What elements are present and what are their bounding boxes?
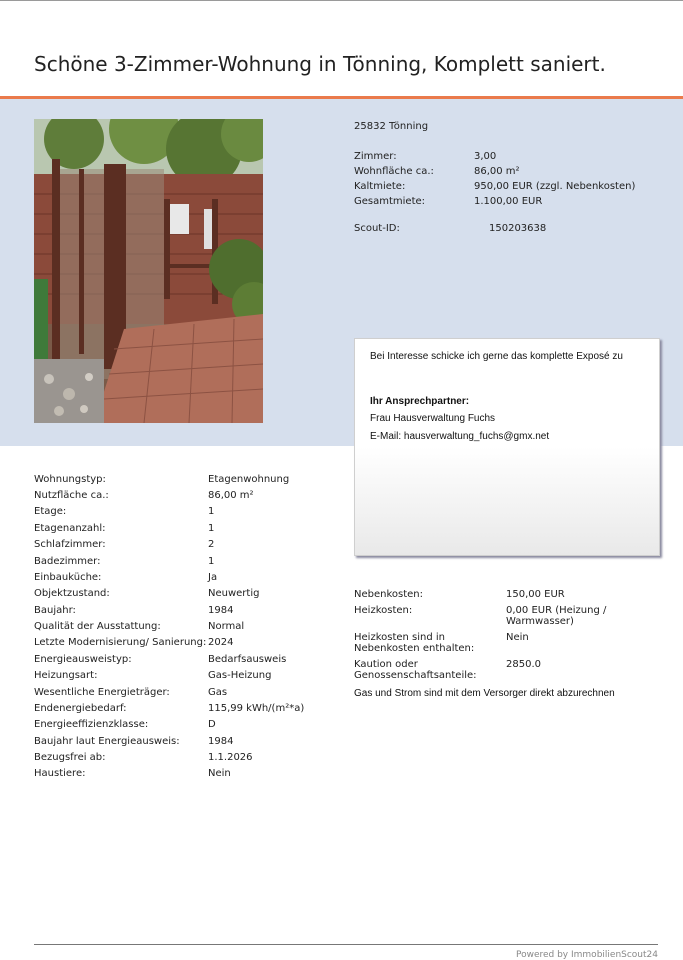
detail-value: 2024 xyxy=(208,637,234,648)
detail-label: Einbauküche: xyxy=(34,572,102,583)
summary-label-living-area: Wohnfläche ca.: xyxy=(354,166,434,177)
footer-credit: Powered by ImmobilienScout24 xyxy=(515,950,658,960)
detail-value: Nein xyxy=(208,768,231,779)
detail-value: Normal xyxy=(208,621,245,632)
detail-label: Schlafzimmer: xyxy=(34,539,106,550)
cost-value: 150,00 EUR xyxy=(506,589,565,600)
property-photo[interactable] xyxy=(34,119,263,423)
detail-row xyxy=(34,556,334,570)
summary-label-rooms: Zimmer: xyxy=(354,151,397,162)
detail-row xyxy=(34,687,334,701)
detail-row xyxy=(34,539,334,553)
footer-rule xyxy=(34,944,658,945)
detail-label: Qualität der Ausstattung: xyxy=(34,621,161,632)
detail-value: Gas-Heizung xyxy=(208,670,272,681)
scout-id-value: 150203638 xyxy=(489,223,547,234)
detail-value: Bedarfsausweis xyxy=(208,654,287,665)
detail-row xyxy=(34,703,334,717)
summary-value-rooms: 3,00 xyxy=(474,151,497,162)
contact-intro: Bei Interesse schicke ich gerne das komplette Exposé zu xyxy=(370,351,623,362)
detail-row xyxy=(34,605,334,619)
detail-label: Bezugsfrei ab: xyxy=(34,752,106,763)
detail-value: 1984 xyxy=(208,736,234,747)
detail-value: 1 xyxy=(208,506,215,517)
detail-value: 86,00 m² xyxy=(208,490,254,501)
detail-row xyxy=(34,768,334,782)
detail-value: 115,99 kWh/(m²*a) xyxy=(208,703,305,714)
detail-label: Baujahr laut Energieausweis: xyxy=(34,736,180,747)
detail-row xyxy=(34,752,334,766)
detail-row xyxy=(34,572,334,586)
detail-row xyxy=(34,474,334,488)
summary-label-total-rent: Gesamtmiete: xyxy=(354,196,426,207)
contact-card xyxy=(354,338,660,556)
detail-label: Etage: xyxy=(34,506,67,517)
detail-value: 1984 xyxy=(208,605,234,616)
detail-label: Wesentliche Energieträger: xyxy=(34,687,170,698)
detail-label: Heizungsart: xyxy=(34,670,98,681)
detail-value: 1.1.2026 xyxy=(208,752,253,763)
cost-note: Gas und Strom sind mit dem Versorger direkt abzurechnen xyxy=(354,688,615,699)
detail-label: Baujahr: xyxy=(34,605,76,616)
contact-email[interactable]: E-Mail: hausverwaltung_fuchs@gmx.net xyxy=(370,431,550,442)
detail-row xyxy=(34,621,334,635)
detail-value: 1 xyxy=(208,556,215,567)
detail-value: D xyxy=(208,719,216,730)
detail-label: Objektzustand: xyxy=(34,588,110,599)
detail-value: Etagenwohnung xyxy=(208,474,290,485)
detail-label: Etagenanzahl: xyxy=(34,523,106,534)
summary-value-cold-rent: 950,00 EUR (zzgl. Nebenkosten) xyxy=(474,181,636,192)
address: 25832 Tönning xyxy=(354,121,429,132)
top-rule xyxy=(0,0,683,1)
detail-row xyxy=(34,637,334,651)
summary-value-total-rent: 1.100,00 EUR xyxy=(474,196,543,207)
cost-label: Nebenkosten: xyxy=(354,589,424,600)
contact-name: Frau Hausverwaltung Fuchs xyxy=(370,413,496,424)
cost-value: 0,00 EUR (Heizung / Warmwasser) xyxy=(506,605,607,627)
detail-row xyxy=(34,588,334,602)
summary-label-cold-rent: Kaltmiete: xyxy=(354,181,406,192)
detail-row xyxy=(34,506,334,520)
cost-label: Heizkosten: xyxy=(354,605,413,616)
detail-label: Haustiere: xyxy=(34,768,86,779)
cost-label: Heizkosten sind in Nebenkosten enthalten: xyxy=(354,632,475,654)
summary-value-living-area: 86,00 m² xyxy=(474,166,520,177)
detail-row xyxy=(34,736,334,750)
detail-label: Energieausweistyp: xyxy=(34,654,132,665)
scout-id-label: Scout-ID: xyxy=(354,223,400,234)
entrance-photo-illustration xyxy=(34,119,263,423)
detail-row xyxy=(34,523,334,537)
cost-value: 2850.0 xyxy=(506,659,541,670)
detail-label: Letzte Modernisierung/ Sanierung: xyxy=(34,637,207,648)
detail-row xyxy=(34,670,334,684)
detail-value: Ja xyxy=(208,572,218,583)
detail-row xyxy=(34,719,334,733)
page-title: Schöne 3-Zimmer-Wohnung in Tönning, Komplett saniert. xyxy=(34,52,606,76)
detail-label: Badezimmer: xyxy=(34,556,101,567)
contact-heading: Ihr Ansprechpartner: xyxy=(370,396,470,407)
detail-label: Energieeffizienzklasse: xyxy=(34,719,149,730)
detail-value: 1 xyxy=(208,523,215,534)
detail-label: Nutzfläche ca.: xyxy=(34,490,109,501)
detail-value: 2 xyxy=(208,539,215,550)
cost-value: Nein xyxy=(506,632,529,643)
detail-value: Gas xyxy=(208,687,228,698)
detail-row xyxy=(34,490,334,504)
detail-row xyxy=(34,654,334,668)
detail-label: Endenergiebedarf: xyxy=(34,703,127,714)
detail-value: Neuwertig xyxy=(208,588,260,599)
cost-label: Kaution oder Genossenschaftsanteile: xyxy=(354,659,477,681)
detail-label: Wohnungstyp: xyxy=(34,474,106,485)
